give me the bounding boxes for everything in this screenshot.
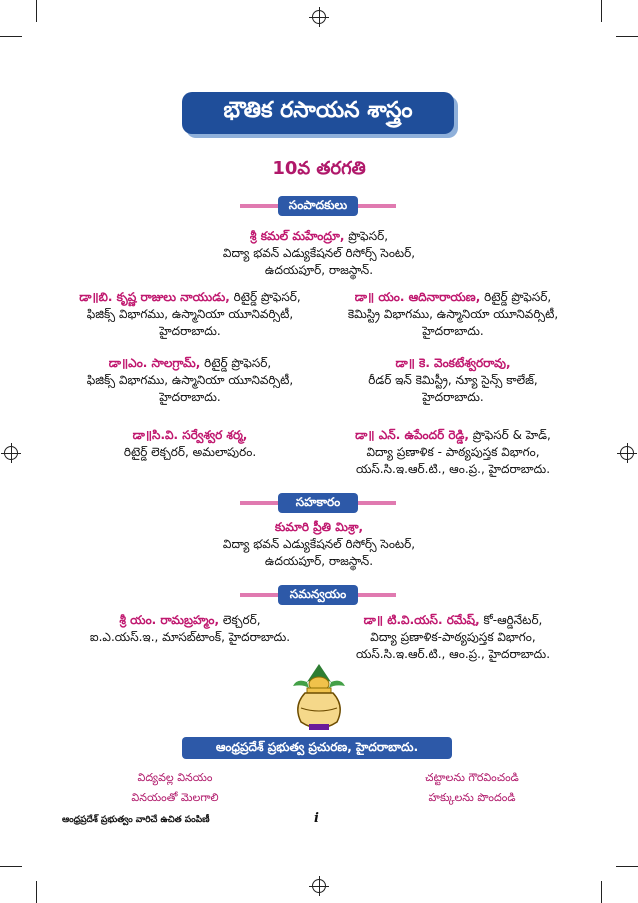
collaborator-location: ఉదయపూర్, రాజస్థాన్. xyxy=(264,554,374,568)
editor-affiliation: విద్యా భవన్ ఎడ్యుకేషనల్ రిసోర్స్ సెంటర్, xyxy=(222,246,416,260)
editor-right-1 xyxy=(318,289,588,340)
registration-mark-left-icon xyxy=(4,446,18,460)
publisher-band: ఆంధ్రప్రదేశ్ ప్రభుత్వ ప్రచురణ, హైదరాబాదు. xyxy=(182,737,452,759)
editor-affiliation: రీడర్ ఇన్ కెమిస్ట్రీ, న్యూ సైన్స్ కాలేజ్, xyxy=(368,373,538,387)
editor-affiliation: విద్యా ప్రణాళిక - పాఠ్యపుస్తక విభాగం, xyxy=(366,445,540,459)
editor-role: రిటైర్డ్ ప్రొఫెసర్, xyxy=(200,356,272,370)
section-bar-right xyxy=(358,204,396,208)
editor-name: డా॥ఎం. సాలగ్రామ్, xyxy=(108,356,201,370)
editor-left-2 xyxy=(55,355,325,406)
coordinator-affiliation: ఐ.ఎ.యస్.ఇ., మాసబ్‌టాంక్, హైదరాబాదు. xyxy=(89,630,291,644)
crop-mark-tr-h xyxy=(616,36,638,37)
editors-section-badge: సంపాదకులు xyxy=(278,196,358,216)
coord-section-badge: సమన్వయం xyxy=(278,585,358,605)
editor-name: డా॥సి.వి. సర్వేశ్వర శర్మ, xyxy=(132,428,248,442)
coordinator-name: శ్రీ యం. రామబ్రహ్మం, xyxy=(119,613,220,627)
editor-affiliation: ఫిజిక్స్ విభాగము, ఉస్మానియా యూనివర్సిటీ, xyxy=(86,373,294,387)
section-bar-left xyxy=(240,501,278,505)
coordinator-affiliation: విద్యా ప్రణాళిక-పాఠ్యపుస్తక విభాగం, xyxy=(370,630,536,644)
collaborator-name: కుమారి ప్రీతి మిశ్రా, xyxy=(274,520,364,534)
editor-location: హైదరాబాదు. xyxy=(422,390,484,404)
editor-location: హైదరాబాదు. xyxy=(159,390,221,404)
motto-right xyxy=(392,768,552,808)
section-bar-right xyxy=(358,501,396,505)
page-number: i xyxy=(314,811,319,826)
coordinator-role: లెక్చరర్, xyxy=(219,613,261,627)
collaborator xyxy=(169,519,469,570)
editor-location: హైదరాబాదు. xyxy=(422,324,484,338)
editor-affiliation: ఫిజిక్స్ విభాగము, ఉస్మానియా యూనివర్సిటీ, xyxy=(86,307,294,321)
crop-mark-br-h xyxy=(616,866,638,867)
editor-right-2 xyxy=(318,355,588,406)
crop-mark-tl-v xyxy=(36,0,37,22)
coordinator-location: యస్.సి.ఇ.ఆర్.టి., ఆం.ప్ర., హైదరాబాదు. xyxy=(355,647,551,661)
editor-name: డా॥ యం. ఆదినారాయణ, xyxy=(354,290,481,304)
editor-location: హైదరాబాదు. xyxy=(159,324,221,338)
grade-label: 10వ తరగతి xyxy=(272,158,366,179)
editor-role: ప్రొఫెసర్ & హెడ్, xyxy=(468,428,551,442)
editor-name: డా॥బి. కృష్ణ రాజులు నాయుడు, xyxy=(79,290,230,304)
section-bar-right xyxy=(358,593,396,597)
coordinator-left xyxy=(55,612,325,646)
crop-mark-bl-h xyxy=(0,866,22,867)
editor-affiliation: కెమిస్ట్రి విభాగము, ఉస్మానియా యూనివర్సిటీ, xyxy=(347,307,559,321)
crop-mark-bl-v xyxy=(36,881,37,903)
editor-role: రిటైర్డ్ ప్రొఫెసర్, xyxy=(480,290,552,304)
page-title: భౌతిక రసాయన శాస్త్రం xyxy=(182,92,454,134)
coordinator-role: కో-ఆర్డినేటర్, xyxy=(479,613,543,627)
free-distribution-note: ఆంధ్రప్రదేశ్ ప్రభుత్వం వారిచే ఉచిత పంపిణీ xyxy=(62,815,210,825)
editor-location: యస్.సి.ఇ.ఆర్.టి., ఆం.ప్ర., హైదరాబాదు. xyxy=(355,462,551,476)
registration-mark-top-icon xyxy=(312,10,326,24)
editor-name: శ్రీ కమల్ మహేంద్రూ, xyxy=(249,229,345,243)
registration-mark-bottom-icon xyxy=(312,879,326,893)
editor-left-3 xyxy=(55,427,325,461)
motto-line: చట్టాలను గౌరవించండి xyxy=(425,771,519,784)
registration-mark-right-icon xyxy=(620,446,634,460)
editor-right-3 xyxy=(318,427,588,478)
motto-line: వినయంతో మెలగాలి xyxy=(131,791,219,804)
editor-location: ఉదయపూర్, రాజస్థాన్. xyxy=(264,263,374,277)
motto-line: విద్యవల్ల వినయం xyxy=(137,771,213,784)
collaborator-affiliation: విద్యా భవన్ ఎడ్యుకేషనల్ రిసోర్స్ సెంటర్, xyxy=(222,537,416,551)
coordinator-name: డా॥ టి.వి.యస్. రమేష్, xyxy=(363,613,480,627)
section-bar-left xyxy=(240,593,278,597)
editor-role: ప్రొఫెసర్, xyxy=(344,229,389,243)
editor-top xyxy=(169,228,469,279)
editor-role: రిటైర్డ్ ప్రొఫెసర్, xyxy=(229,290,301,304)
section-bar-left xyxy=(240,204,278,208)
editor-name: డా॥ ఎన్. ఉపేందర్ రెడ్డి, xyxy=(355,428,469,442)
motto-left xyxy=(95,768,255,808)
purna-kalasam-emblem-icon xyxy=(287,662,351,734)
coordinator-right xyxy=(318,612,588,663)
motto-line: హక్కులను పొందండి xyxy=(428,791,516,804)
crop-mark-br-v xyxy=(601,881,602,903)
editor-left-1 xyxy=(55,289,325,340)
collab-section-badge: సహకారం xyxy=(278,493,358,513)
crop-mark-tr-v xyxy=(601,0,602,22)
editor-affiliation: రిటైర్డ్ లెక్చరర్, అమలాపురం. xyxy=(123,445,257,459)
editor-name: డా॥ కె. వెంకటేశ్వరరావు, xyxy=(395,356,511,370)
crop-mark-tl-h xyxy=(0,36,22,37)
